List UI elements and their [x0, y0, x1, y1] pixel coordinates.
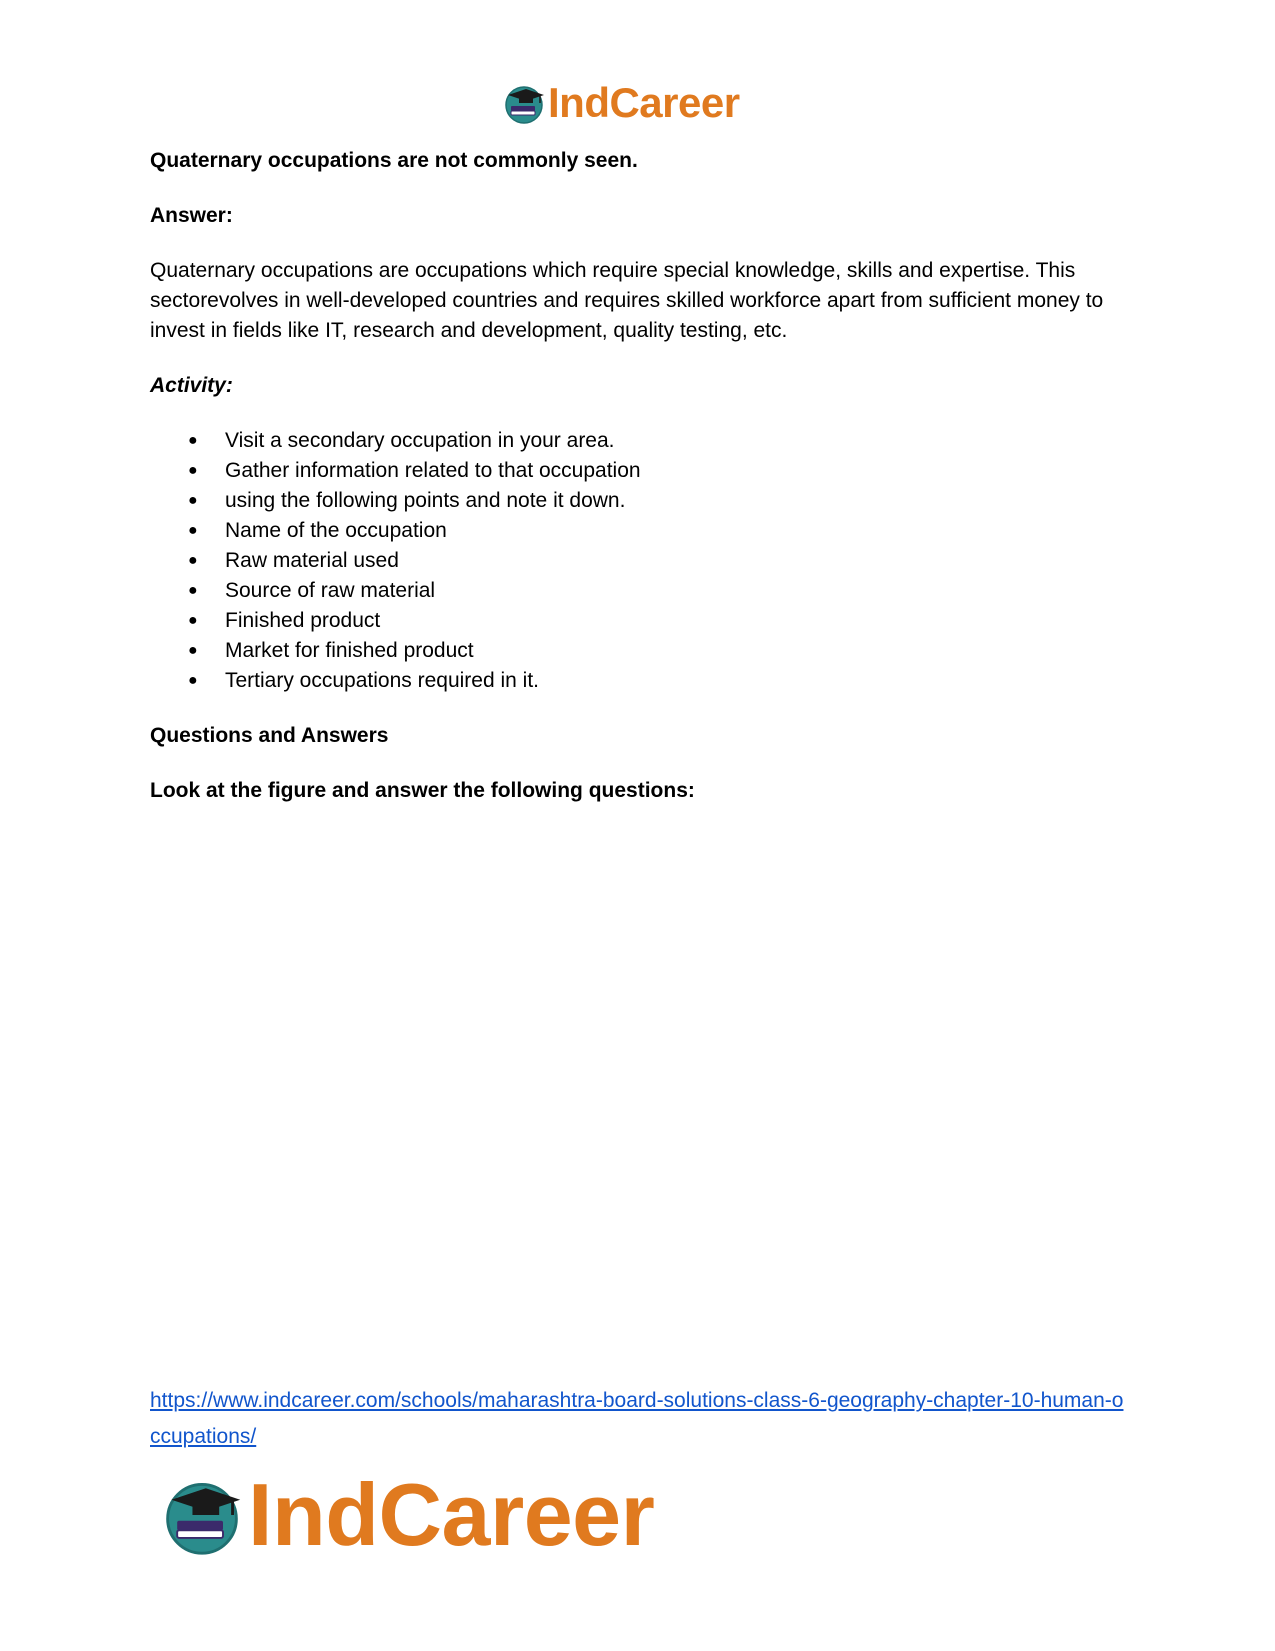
list-item: ● Market for finished product — [150, 636, 1130, 666]
bullet-icon: ● — [188, 582, 198, 599]
source-link[interactable]: https://www.indcareer.com/schools/maharashtra-board-solutions-class-6-geography-chapter-10-human-occupations/ — [150, 1389, 1124, 1448]
bullet-icon: ● — [188, 522, 198, 539]
logo-emblem-icon — [160, 1473, 244, 1557]
list-item: ● Visit a secondary occupation in your area. — [150, 426, 1130, 456]
bullet-icon: ● — [188, 462, 198, 479]
logo-emblem-icon — [502, 81, 546, 125]
header-logo-text: IndCareer — [548, 79, 740, 126]
footer-logo-text: IndCareer — [248, 1465, 655, 1564]
list-item: ● Finished product — [150, 606, 1130, 636]
answer-text: Quaternary occupations are occupations which require special knowledge, skills and expertise. This sectorevolves in well-developed countries and requires skilled workforce apart from sufficient money to invest in fields like IT, research and development, quality testing, etc. — [150, 259, 1104, 342]
activity-label: Activity: — [150, 374, 233, 397]
bullet-icon: ● — [188, 642, 198, 659]
header-logo — [502, 80, 740, 126]
list-item: ● Raw material used — [150, 546, 1130, 576]
activity-list — [150, 426, 1130, 696]
bullet-icon: ● — [188, 672, 198, 689]
bullet-icon: ● — [188, 552, 198, 569]
document-body — [150, 146, 1130, 806]
footer-logo — [160, 1465, 655, 1564]
bullet-icon: ● — [188, 432, 198, 449]
qa-heading: Questions and Answers — [150, 724, 389, 747]
answer-label: Answer: — [150, 204, 233, 227]
look-heading: Look at the figure and answer the following questions: — [150, 779, 695, 802]
list-item: ● Source of raw material — [150, 576, 1130, 606]
list-item: ● Gather information related to that occupation — [150, 456, 1130, 486]
list-item: ● using the following points and note it down. — [150, 486, 1130, 516]
question-text: Quaternary occupations are not commonly seen. — [150, 149, 638, 172]
list-item: ● Name of the occupation — [150, 516, 1130, 546]
bullet-icon: ● — [188, 612, 198, 629]
bullet-icon: ● — [188, 492, 198, 509]
list-item: ● Tertiary occupations required in it. — [150, 666, 1130, 696]
